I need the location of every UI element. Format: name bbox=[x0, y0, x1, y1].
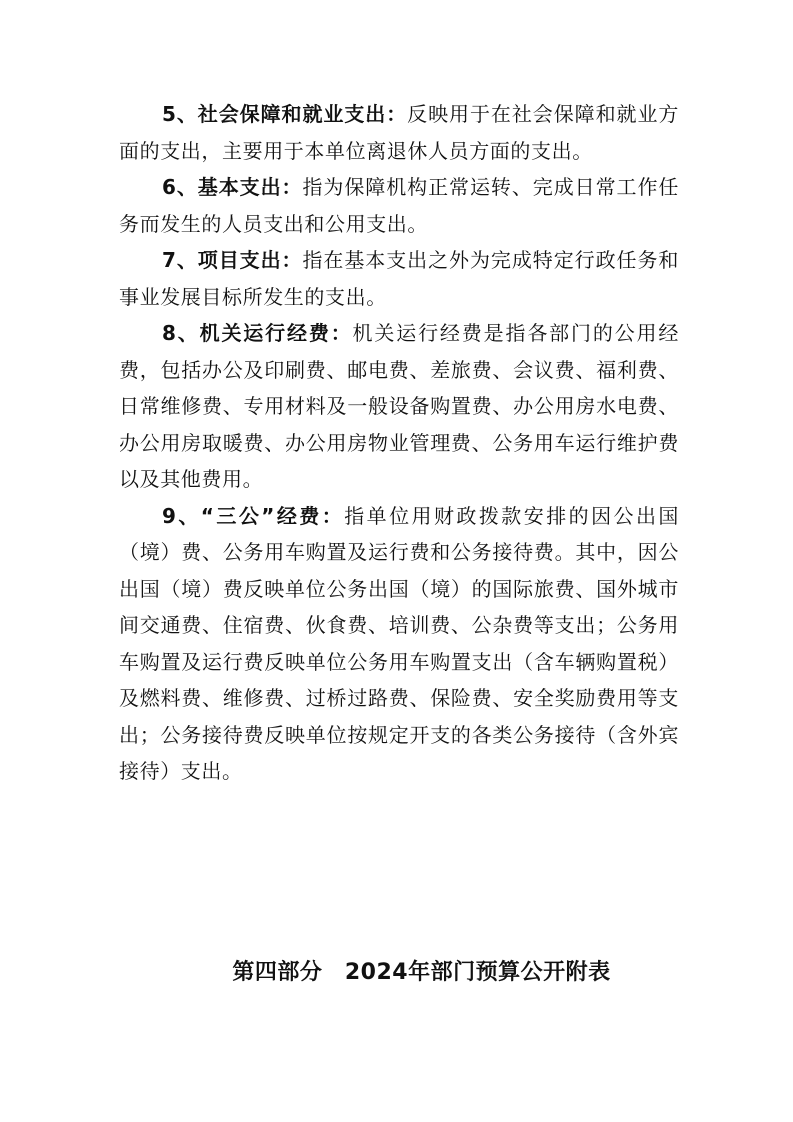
section-title: 第四部分 2024年部门预算公开附表 bbox=[232, 960, 611, 985]
definition-term: 9、“三公”经费： bbox=[162, 503, 345, 528]
definition-term: 8、机关运行经费： bbox=[162, 321, 353, 345]
definition-three-public-funds bbox=[119, 498, 679, 790]
definition-social-security bbox=[119, 96, 679, 169]
definition-term: 6、基本支出： bbox=[162, 175, 303, 199]
definition-term: 5、社会保障和就业支出： bbox=[162, 102, 408, 126]
definition-text: 指为保障机构正常运转、完成日常工作任务而发生的人员支出和公用支出。 bbox=[119, 175, 679, 236]
definition-text: 机关运行经费是指各部门的公用经费，包括办公及印刷费、邮电费、差旅费、会议费、福利费、日常维修费、专用材料及一般设备购置费、办公用房水电费、办公用房取暖费、办公用房物业管理费、公务用车运行维护费以及其他费用。 bbox=[119, 321, 679, 491]
definition-text: 指在基本支出之外为完成特定行政任务和事业发展目标所发生的支出。 bbox=[119, 248, 679, 309]
definition-operating-funds bbox=[119, 315, 679, 498]
definition-text: 指单位用财政拨款安排的因公出国（境）费、公务用车购置及运行费和公务接待费。其中，因公出国（境）费反映单位公务出国（境）的国际旅费、国外城市间交通费、住宿费、伙食费、培训费、公杂费等支出；公务用车购置及运行费反映单位公务用车购置支出（含车辆购置税）及燃料费、维修费、过桥过路费、保险费、安全奖励费用等支出；公务接待费反映单位按规定开支的各类公务接待（含外宾接待）支出。 bbox=[119, 503, 680, 783]
definition-term: 7、项目支出： bbox=[162, 248, 303, 272]
definitions-list bbox=[119, 96, 679, 790]
definition-text: 反映用于在社会保障和就业方面的支出，主要用于本单位离退休人员方面的支出。 bbox=[119, 102, 679, 163]
definition-basic-expenditure bbox=[119, 169, 679, 242]
definition-project-expenditure bbox=[119, 242, 679, 315]
